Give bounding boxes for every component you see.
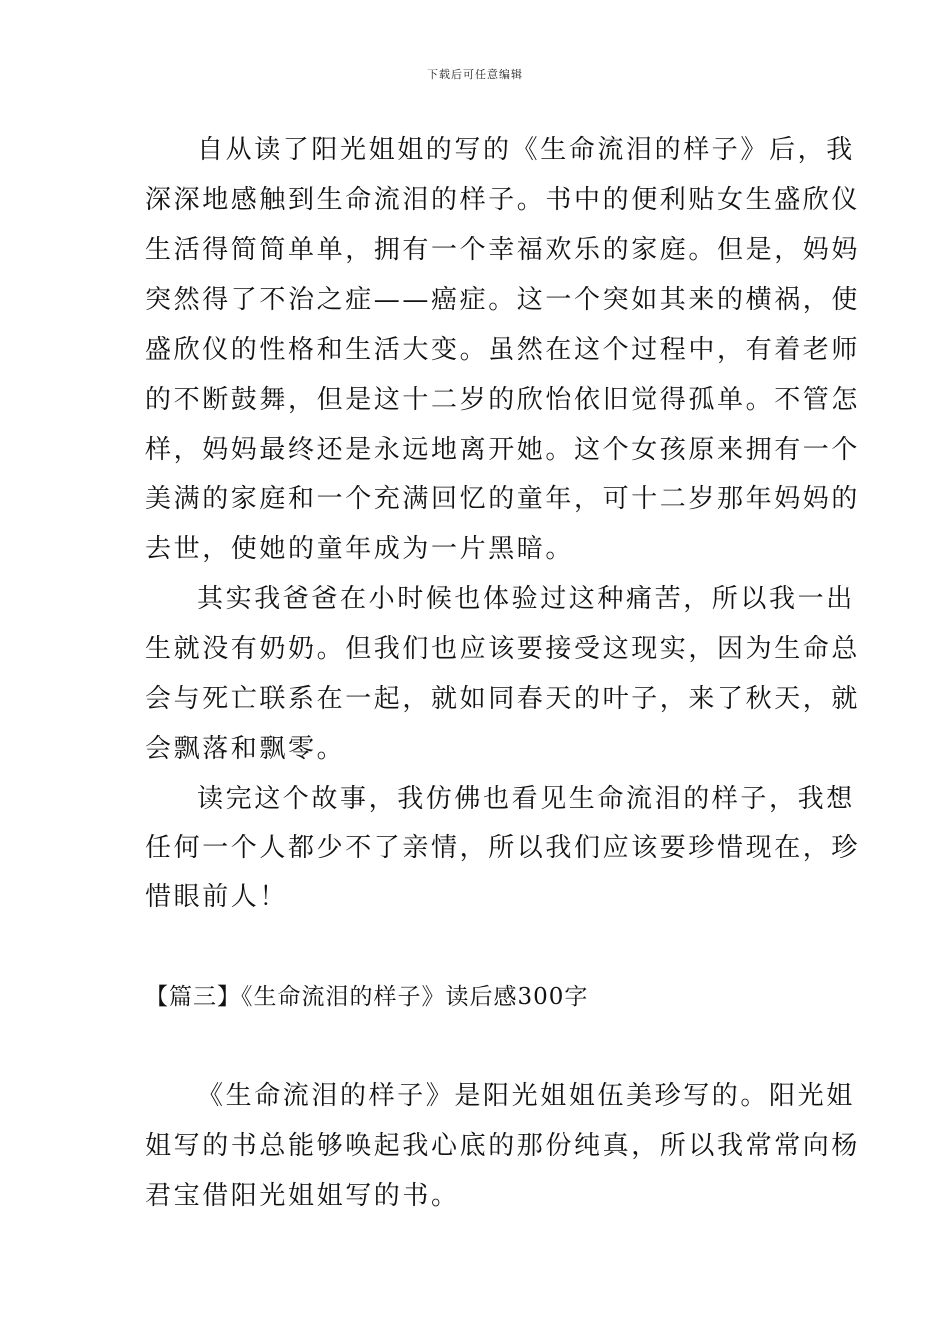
paragraph-2-line: 生就没有奶奶。但我们也应该要接受这现实，因为生命总 xyxy=(145,634,861,664)
paragraph-1-line: 样，妈妈最终还是永远地离开她。这个女孩原来拥有一个 xyxy=(145,435,861,465)
paragraph-3-line: 读完这个故事，我仿佛也看见生命流泪的样子，我想 xyxy=(197,784,855,814)
paragraph-1-line: 盛欣仪的性格和生活大变。虽然在这个过程中，有着老师 xyxy=(145,335,861,365)
paragraph-4-line: 姐写的书总能够唤起我心底的那份纯真，所以我常常向杨 xyxy=(145,1131,861,1161)
paragraph-3-line: 任何一个人都少不了亲情，所以我们应该要珍惜现在，珍 xyxy=(145,833,861,863)
paragraph-2-line: 会与死亡联系在一起，就如同春天的叶子，来了秋天，就 xyxy=(145,684,861,714)
paragraph-4-line: 《生命流泪的样子》是阳光姐姐伍美珍写的。阳光姐 xyxy=(197,1081,855,1111)
paragraph-1-line: 自从读了阳光姐姐的写的《生命流泪的样子》后，我 xyxy=(197,135,855,165)
paragraph-2-line: 会飘落和飘零。 xyxy=(145,734,346,764)
paragraph-1-line: 的不断鼓舞，但是这十二岁的欣怡依旧觉得孤单。不管怎 xyxy=(145,385,861,415)
section-heading: 【篇三】《生命流泪的样子》读后感300字 xyxy=(145,984,589,1010)
paragraph-3-line: 惜眼前人！ xyxy=(145,882,289,912)
paragraph-2-line: 其实我爸爸在小时候也体验过这种痛苦，所以我一出 xyxy=(197,584,855,614)
paragraph-1-line: 生活得简简单单，拥有一个幸福欢乐的家庭。但是，妈妈 xyxy=(145,235,861,265)
paragraph-1-line: 美满的家庭和一个充满回忆的童年，可十二岁那年妈妈的 xyxy=(145,484,861,514)
paragraph-1-line: 去世，使她的童年成为一片黑暗。 xyxy=(145,534,575,564)
paragraph-1-line: 突然得了不治之症——癌症。这一个突如其来的横祸，使 xyxy=(145,285,861,315)
page-header: 下载后可任意编辑 xyxy=(427,68,523,81)
paragraph-4-line: 君宝借阳光姐姐写的书。 xyxy=(145,1181,460,1211)
paragraph-1-line: 深深地感触到生命流泪的样子。书中的便利贴女生盛欣仪 xyxy=(145,185,861,215)
